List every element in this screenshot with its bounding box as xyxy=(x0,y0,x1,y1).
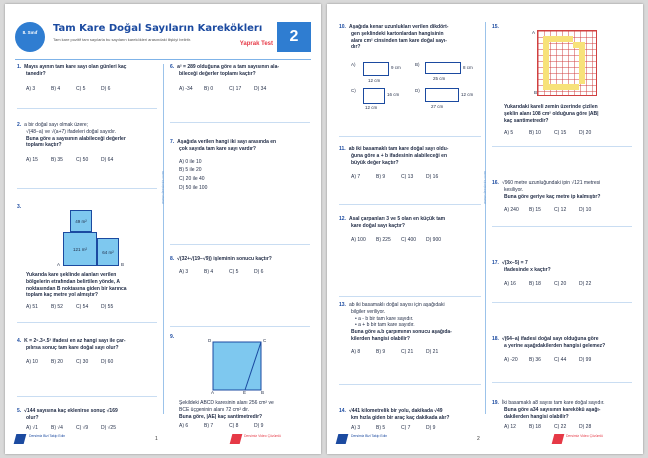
choice-c[interactable]: C) 13 xyxy=(401,174,414,181)
choice-d[interactable]: D) 6 xyxy=(101,85,111,92)
question-15-text: Yukarıdaki kareli zemin üzerinde çizilen şeklin alanı 108 cm² olduğuna göre |AB| kaç santimetredir? A) 5 B) 10 C) 15 D) 20 xyxy=(492,104,632,137)
point-b-label: B xyxy=(534,90,538,95)
question-3-text: Yukarıda kare şeklinde alanları verilen bölgelerin etrafından belirtilen yönde, A noktasından B noktasına giden bir karınca toplam kaç metre yol almıştır? A) 51 B) 52 C) 54 D) 55 xyxy=(26,272,127,310)
choice-b[interactable]: B) 15 xyxy=(529,207,541,214)
choice-a[interactable]: A) 51 xyxy=(26,304,38,310)
rect-a xyxy=(363,62,389,76)
option-b-label[interactable]: B) xyxy=(415,62,420,67)
choice-d[interactable]: D) 900 xyxy=(426,236,442,243)
question-2: 2. a bir doğal sayı olmak üzere; √(48−a) ve √(a+7) ifadeleri doğal sayıdır. Buna göre a sayısının alabileceği değerler toplamı kaçtır? A) 15 B) 35 C) 50 D) 64 xyxy=(17,122,126,163)
choice-d[interactable]: D) 9 xyxy=(254,423,264,430)
footer-left: Dersimiz Bizi Takip Edin xyxy=(29,434,66,438)
question-7: 7. Aşağıda verilen hangi iki sayı arasında en çok sayıda tam kare sayı vardır? A) 0 ile 10 B) 5 ile 20 C) 20 ile 40 D) 50 ile 100 xyxy=(170,139,310,192)
point-b-label: B xyxy=(261,390,265,395)
separator xyxy=(339,204,481,205)
choice-a[interactable]: A) 16 xyxy=(504,280,516,287)
choice-c[interactable]: C) √9 xyxy=(76,424,89,431)
question-6: 6. a² = 289 olduğuna göre a tam sayısının ala- bileceği değerler toplamı kaçtır? A) -34 B) 0 C) 17 D) 34 xyxy=(170,64,280,92)
choice-b[interactable]: B) 4 xyxy=(51,85,61,92)
site-watermark: www.dersimis.com xyxy=(482,170,487,204)
choice-d[interactable]: D) 10 xyxy=(579,207,592,214)
choice-c[interactable]: C) 54 xyxy=(76,304,89,310)
separator xyxy=(17,188,157,189)
rect-b xyxy=(425,62,461,74)
point-c-label: C xyxy=(263,338,267,343)
square-121: 121 m² xyxy=(63,232,97,266)
shape-part xyxy=(549,84,579,90)
choice-d[interactable]: D) 6 xyxy=(254,268,264,275)
question-9-text: Şekildeki ABCD karesinin alanı 256 cm² ve BCE üçgeninin alanı 72 cm² dir. Buna göre, |AE| kaç santimetredir? A) 6 B) 7 C) 8 D) 9 xyxy=(170,400,310,430)
choice-b[interactable]: B) 5 ile 20 xyxy=(179,167,202,174)
choice-c[interactable]: C) 22 xyxy=(554,424,567,431)
choice-a[interactable]: A) 8 xyxy=(351,348,361,355)
choice-b[interactable]: B) 35 xyxy=(51,157,63,163)
square-64: 64 m² xyxy=(97,238,119,266)
choice-b[interactable]: B) 0 xyxy=(204,85,214,92)
choice-a[interactable]: A) 6 xyxy=(179,423,189,430)
question-9: 9. xyxy=(170,334,175,340)
question-5: 5. √144 sayısına kaç eklenirse sonuç √169 olur? A) √1 B) √4 C) √9 D) √25 xyxy=(17,408,157,431)
option-d-label[interactable]: D) xyxy=(415,88,420,93)
point-a-label: A xyxy=(532,30,536,35)
question-13: 13. ab iki basamaklı doğal sayısı için aşağıdaki bilgiler veriliyor. • a - b bir tam kare sayıdır. • a + b bir tam kare sayıdır. Buna göre a.b çarpımının sonucu aşağıda- kilerden hangisi olabilir? A) 8 B) 9 C) 21 D) 21 xyxy=(339,302,452,355)
logo-icon xyxy=(336,434,349,444)
video-logo-icon xyxy=(552,434,565,444)
page-subtitle: Tam kare pozitif tam sayılarla bu sayıların karekökleri arasındaki ilişkiyi belirtir. xyxy=(53,37,192,42)
choice-b[interactable]: B) 5 xyxy=(376,424,386,431)
choice-c[interactable]: C) 7 xyxy=(401,424,411,431)
point-d-label: D xyxy=(208,338,212,343)
question-14: 14. √441 kilometrelik bir yolu, dakikada √49 km hızla giden bir araç kaç dakikada alır? A) 3 B) 5 C) 7 D) 9 xyxy=(339,408,450,431)
choice-b[interactable]: B) 52 xyxy=(51,304,63,310)
choice-d[interactable]: D) 64 xyxy=(101,157,114,163)
choice-c[interactable]: C) 12 xyxy=(554,207,567,214)
choice-d[interactable]: D) 55 xyxy=(101,304,114,310)
choice-a[interactable]: A) -20 xyxy=(504,356,518,363)
choice-a[interactable]: A) -34 xyxy=(179,85,193,92)
column-divider xyxy=(163,64,164,414)
point-b-label: B xyxy=(121,262,125,267)
separator xyxy=(17,108,157,109)
choice-d[interactable]: D) 22 xyxy=(579,280,592,287)
question-10: 10. Aşağıda kenar uzunlukları verilen dikdört- gen şeklindeki kartonlardan hangisinin alanı cm² cinsinden tam kare doğal sayı- dır? xyxy=(339,24,449,51)
choice-b[interactable]: B) 9 xyxy=(376,348,386,355)
choice-a[interactable]: A) 100 xyxy=(351,236,366,243)
shape-part xyxy=(543,42,549,90)
separator xyxy=(170,122,310,123)
choice-c[interactable]: C) 44 xyxy=(554,356,567,363)
choice-c[interactable]: C) 30 xyxy=(76,358,89,365)
separator xyxy=(492,302,632,303)
page-title: Tam Kare Doğal Sayıların Kareköklerı xyxy=(53,23,263,34)
choice-d[interactable]: D) 28 xyxy=(579,424,592,431)
choice-c[interactable]: C) 400 xyxy=(401,236,417,243)
question-3: 3. xyxy=(17,204,22,210)
question-15: 15. xyxy=(492,24,499,30)
question-11: 11. ab iki basamaklı tam kare doğal sayı oldu- ğuna göre a + b ifadesinin alabileceği en büyük değer kaçtır? A) 7 B) 9 C) 13 D) 16 xyxy=(339,146,481,181)
choice-a[interactable]: A) 15 xyxy=(26,157,38,163)
page-header xyxy=(15,22,311,56)
option-c-label[interactable]: C) xyxy=(351,88,356,93)
choice-a[interactable]: A) 3 xyxy=(26,85,36,92)
page-1 xyxy=(5,4,321,454)
footer-right: Dersimiz Video Çözümlü xyxy=(565,434,603,438)
choice-b[interactable]: B) 10 xyxy=(529,130,541,137)
choice-c[interactable]: C) 20 ile 40 xyxy=(179,176,205,182)
choice-d[interactable]: D) 20 xyxy=(579,130,592,137)
question-19: 19. İki basamaklı a8 sayısı tam kare doğal sayıdır. Buna göre a34 sayısının karekökü aşağı- dakilerden hangisi olabilir? A) 12 B) 18 C) 22 D) 28 xyxy=(492,400,605,431)
choice-d[interactable]: D) 16 xyxy=(426,174,439,181)
footer-left: Dersimiz Bizi Takip Edin xyxy=(351,434,388,438)
site-watermark: www.dersimis.com xyxy=(160,170,165,204)
choice-d[interactable]: D) √25 xyxy=(101,424,116,431)
choice-c[interactable]: C) 17 xyxy=(229,85,242,92)
header-divider xyxy=(15,59,311,60)
choice-a[interactable]: A) 7 xyxy=(351,174,361,181)
choice-c[interactable]: C) 50 xyxy=(76,157,89,163)
choice-a[interactable]: A) 240 xyxy=(504,207,519,214)
grade-badge: 8. Sınıf xyxy=(15,22,45,52)
question-16: 16. √960 metre uzunluğundaki ipin √121 metresi kesiliyor. Buna göre geriye kaç metre ip kalmıştır? A) 240 B) 15 C) 12 D) 10 xyxy=(492,180,632,214)
choice-c[interactable]: C) 5 xyxy=(76,85,86,92)
choice-a[interactable]: A) 12 xyxy=(504,424,516,431)
choice-d[interactable]: D) 21 xyxy=(426,348,439,355)
logo-icon xyxy=(14,434,27,444)
choice-c[interactable]: C) 21 xyxy=(401,348,414,355)
test-name: Yaprak Test xyxy=(239,41,273,47)
question-12: 12. Asal çarpanları 3 ve 5 olan en küçük tam kare doğal sayı kaçtır? A) 100 B) 225 C) 400 D) 900 xyxy=(339,216,481,243)
choice-b[interactable]: B) √4 xyxy=(51,424,63,431)
point-e-label: E xyxy=(243,390,247,395)
choice-c[interactable]: C) 15 xyxy=(554,130,567,137)
separator xyxy=(17,396,157,397)
choice-b[interactable]: B) 36 xyxy=(529,356,541,363)
question-17: 17. √(3x−5) = 7 ifadesinde x kaçtır? A) 16 B) 18 C) 20 D) 22 xyxy=(492,260,632,287)
separator xyxy=(339,296,481,297)
square-abcd-figure xyxy=(205,338,275,394)
choice-a[interactable]: A) 3 xyxy=(351,424,361,431)
choice-a[interactable]: A) √1 xyxy=(26,424,38,431)
separator xyxy=(492,146,632,147)
choice-c[interactable]: C) 8 xyxy=(229,423,239,430)
choice-d[interactable]: D) 99 xyxy=(579,356,592,363)
choice-b[interactable]: B) 9 xyxy=(376,174,386,181)
separator xyxy=(17,322,157,323)
page-number: 1 xyxy=(155,436,158,442)
page-number: 2 xyxy=(477,436,480,442)
question-1: 1. Mayıs ayının tam kare sayı olan günleri kaç tanedir? A) 3 B) 4 C) 5 D) 6 xyxy=(17,64,127,92)
question-18: 18. √(64−a) ifadesi doğal sayı olduğuna göre a yerine aşağıdakilerden hangisi gelemez? A) -20 B) 36 C) 44 D) 99 xyxy=(492,336,606,363)
choice-a[interactable]: A) 3 xyxy=(179,268,189,275)
separator xyxy=(339,384,481,385)
choice-a[interactable]: A) 5 xyxy=(504,130,514,137)
square-49: 49 m² xyxy=(70,210,92,232)
separator xyxy=(339,136,481,137)
choice-c[interactable]: C) 5 xyxy=(229,268,239,275)
choice-b[interactable]: B) 7 xyxy=(204,423,214,430)
choice-b[interactable]: B) 225 xyxy=(376,236,391,243)
footer-right: Dersimiz Video Çözümlü xyxy=(243,434,281,438)
choice-a[interactable]: A) 0 ile 10 xyxy=(179,158,202,165)
column-divider xyxy=(485,22,486,414)
rect-d xyxy=(425,88,459,102)
question-8: 8. √(32+√(19−√9)) işleminin sonucu kaçtır? A) 3 B) 4 C) 5 D) 6 xyxy=(170,256,310,276)
test-number: 2 xyxy=(277,22,311,52)
choice-b[interactable]: B) 4 xyxy=(204,268,214,275)
separator xyxy=(170,326,310,327)
page-footer xyxy=(15,434,311,448)
choice-b[interactable]: B) 18 xyxy=(529,424,541,431)
point-a-label: A xyxy=(211,390,215,395)
separator xyxy=(492,382,632,383)
rect-c xyxy=(363,88,385,104)
page-2: www.dersimis.com 10. Aşağıda kenar uzunlukları verilen dikdört- gen şeklindeki kartonlardan hangisinin alanı cm² cinsinden tam kare doğal sayı- dır? A) 9 cm 12 cm B) 8 cm 25 cm C) 16 cm 12 cm D) 12 cm 27 cm 11. ab iki basamaklı tam kare doğal sayı oldu- ğuna göre a + b ifadesinin alabileceği en büyük değer kaçtır? A) 7 B) 9 C) 13 D) 16 12. Asal çarpanları 3 ve 5 olan en küçük tam kare doğal sayı kaçtır? A) 100 B) 225 C) 400 D) 900 13. ab iki basamaklı doğal sayısı için aşağıdaki bilgiler veriliyor. • a - b bir tam kare sayıdır. • a + b bir tam kare sayıdır. Buna göre a.b çarpımının sonucu aşağıda- kilerden hangisi olabilir? A) 8 B) 9 C) 21 D) 21 14. √441 kilometrelik bir yolu, dakikada √49 km hızla giden bir araç kaç dakikada alır? A) 3 B) 5 C) 7 D) 9 15. A B Yukarıdaki kareli zemin üzerinde çizilen şeklin alanı 108 cm² olduğuna göre |AB| kaç santimetredir? A) 5 B) 10 C) 15 D) 20 16. √960 metre uzunluğundaki ipin √121 metresi kesiliyor. Buna göre geriye kaç metre ip kalmıştır? A) 240 B) 15 C) 12 D) 10 17. √(3x−5) = 7 ifadesinde x kaçtır? A) 16 B) 18 C) 20 D) 22 18. √(64−a) ifadesi doğal sayı olduğuna göre a yerine aşağıdakilerden hangisi gelemez? A) -20 B) 36 C) 44 D) 99 19. İki basamaklı a8 sayısı tam kare doğal sayıdır. Buna göre a34 sayısının karekökü aşağı- dakilerden hangisi olabilir? A) 12 B) 18 C) 22 D) 28 Dersimiz Bizi Takip Edin 2 Dersimiz Video Çözümlü xyxy=(327,4,643,454)
separator xyxy=(170,244,310,245)
choice-a[interactable]: A) 10 xyxy=(26,358,38,365)
separator xyxy=(492,226,632,227)
video-logo-icon xyxy=(230,434,243,444)
choice-d[interactable]: D) 60 xyxy=(101,358,114,365)
choice-d[interactable]: D) 50 ile 100 xyxy=(179,184,208,191)
choice-c[interactable]: C) 20 xyxy=(554,280,567,287)
choice-b[interactable]: B) 18 xyxy=(529,280,541,287)
choice-b[interactable]: B) 20 xyxy=(51,358,63,365)
choice-d[interactable]: D) 9 xyxy=(426,424,436,431)
choice-d[interactable]: D) 34 xyxy=(254,85,267,92)
point-a-label: A xyxy=(57,262,61,267)
question-4: 4. K = 2⁵.3⁴.5³ ifadesi en az hangi sayı ile çar- pılırsa sonuç tam kare doğal sayı olur? A) 10 B) 20 C) 30 D) 60 xyxy=(17,338,126,365)
option-a-label[interactable]: A) xyxy=(351,62,356,67)
page-footer xyxy=(337,434,633,448)
shape-part xyxy=(579,48,585,84)
